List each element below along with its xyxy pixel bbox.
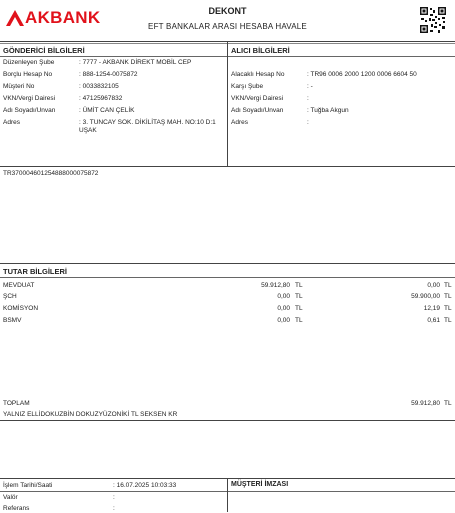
column-divider [227,478,228,512]
sender-row [3,107,135,115]
document-title: DEKONT [208,6,247,16]
divider [228,56,455,57]
amount-value: 0,00 [427,282,440,289]
address-line-2: UŞAK [79,127,97,134]
field-label: Valör [3,494,18,501]
divider [0,420,455,421]
amount-value: 0,61 [427,317,440,324]
currency: TL [444,282,452,289]
field-label: Referans [3,505,30,512]
currency: TL [295,317,303,324]
field-value: : Tuğba Akgun [307,107,349,114]
field-label: Borçlu Hesap No [3,71,53,78]
sender-row [3,83,119,91]
divider [0,166,455,167]
currency: TL [295,293,303,300]
currency: TL [444,305,452,312]
amount-value: 0,00 [277,317,290,324]
document-subtitle: EFT BANKALAR ARASI HESABA HAVALE [148,22,307,31]
field-label: Adı Soyadı/Unvan [231,107,284,114]
reference-code: TR370004601254888000075872 [3,170,99,177]
currency: TL [295,282,303,289]
field-label: VKN/Vergi Dairesi [3,95,56,102]
field-value: : [307,95,309,102]
amount-label: ŞCH [3,293,17,300]
field-value: : 0033832105 [79,83,119,90]
field-value: : 16.07.2025 10:03:33 [113,482,177,489]
sender-row [3,71,138,79]
field-label: Adres [231,119,248,126]
receiver-row [231,83,313,91]
receiver-row [231,107,349,115]
qr-code-icon [419,6,447,34]
receiver-row [231,71,417,79]
field-value: : [307,119,309,126]
sender-row [3,95,122,103]
field-value: : 888-1254-0075872 [79,71,138,78]
field-value: : 7777 - AKBANK DİREKT MOBİL CEP [79,59,192,66]
total-label: TOPLAM [3,400,30,407]
total-in-words: YALNIZ ELLİDOKUZBİN DOKUZYÜZONİKİ TL SEKSEN KR [3,411,178,418]
sender-row [3,59,191,67]
logo-text: AKBANK [25,8,101,27]
column-divider [227,42,228,166]
currency: TL [444,293,452,300]
currency: TL [444,317,452,324]
amount-label: MEVDUAT [3,282,35,289]
total-value: 59.912,80 [411,400,440,407]
receiver-row [231,119,309,127]
amount-value: 0,00 [277,293,290,300]
amount-value: 59.900,00 [411,293,440,300]
field-value: : ÜMİT CAN ÇELİK [79,107,135,114]
divider [0,277,455,278]
customer-signature-title: MÜŞTERİ İMZASI [231,481,289,488]
field-label: Karşı Şube [231,83,264,90]
divider [228,491,455,492]
amount-value: 59.912,80 [261,282,290,289]
field-label: Adres [3,119,20,126]
field-value: : 3. TUNCAY SOK. DİKİLİTAŞ MAH. NO:10 D:1 [79,119,216,126]
field-value: : TR96 0006 2000 1200 0006 6604 50 [307,71,417,78]
divider [0,56,227,57]
field-label: VKN/Vergi Dairesi [231,95,284,102]
field-label: Adı Soyadı/Unvan [3,107,56,114]
amounts-section-title: TUTAR BİLGİLERİ [3,267,68,276]
field-value: : [113,505,115,512]
transaction-date-row [3,482,176,490]
currency: TL [295,305,303,312]
field-label: Düzenleyen Şube [3,59,55,66]
receiver-section-title: ALICI BİLGİLERİ [231,46,290,55]
divider [0,263,455,264]
amount-label: KOMİSYON [3,305,39,312]
field-label: Alacaklı Hesap No [231,71,285,78]
field-label: Müşteri No [3,83,35,90]
field-value: : 47125967832 [79,95,123,102]
amount-value: 0,00 [277,305,290,312]
amount-label: BSMV [3,317,22,324]
receiver-row [231,95,309,103]
field-value: : - [307,83,313,90]
field-label: İşlem Tarihi/Saati [3,482,53,489]
total-currency: TL [444,400,452,407]
sender-row [3,119,216,127]
value-date-row [3,494,115,502]
amount-value: 12,19 [423,305,440,312]
field-value: : [113,494,115,501]
divider [0,491,227,492]
sender-section-title: GÖNDERİCİ BİLGİLERİ [3,46,85,55]
